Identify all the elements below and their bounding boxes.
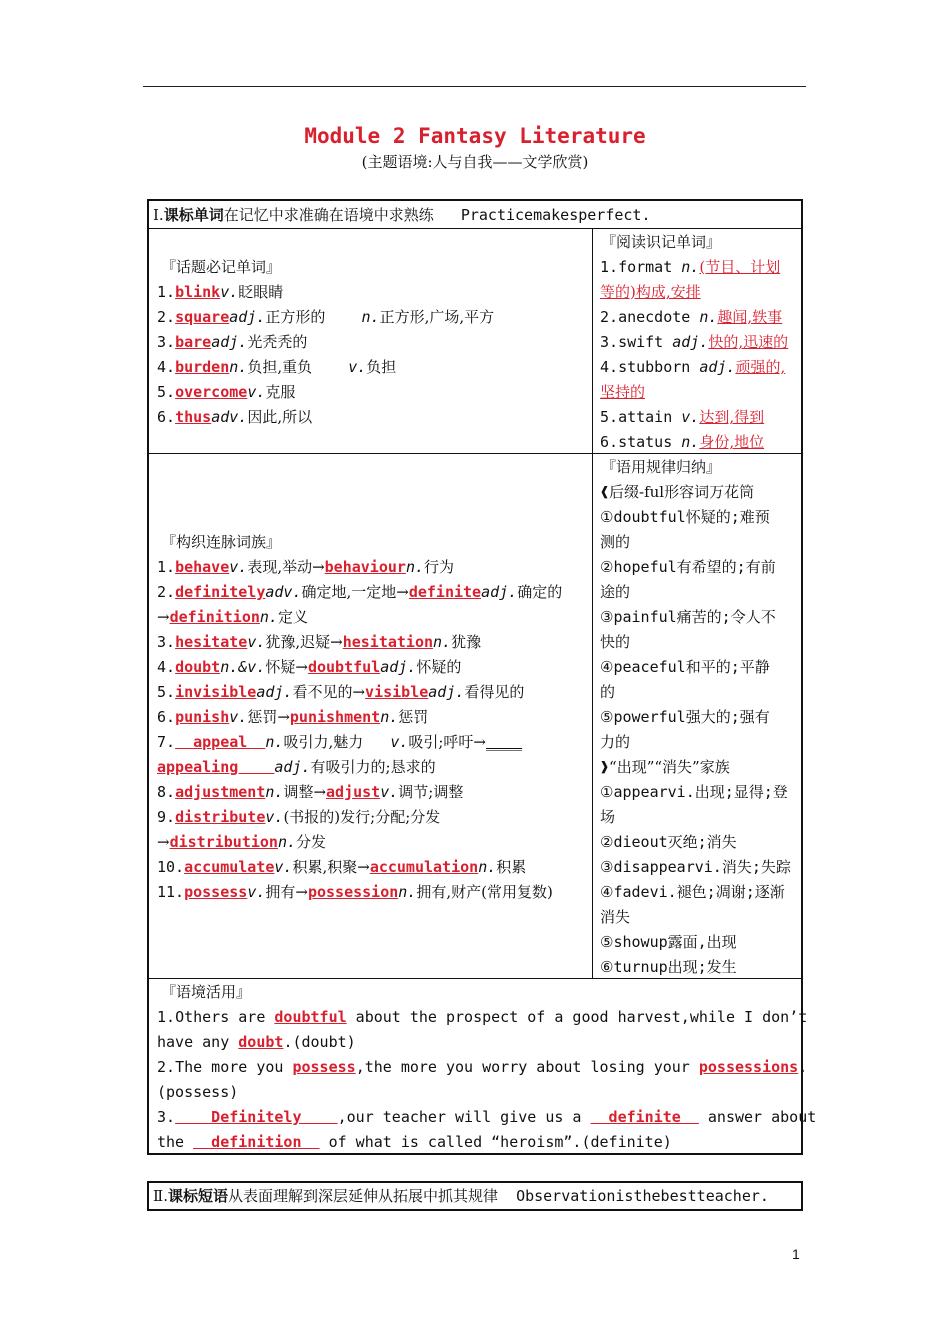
rule-line: ④fadevi.褪色;凋谢;逐渐: [600, 883, 785, 901]
rule-line: 力的: [600, 733, 631, 751]
list-item: 2.definitelyadv.确定地,一定地→definiteadj.确定的: [157, 583, 563, 601]
list-item: 5.invisibleadj.看不见的→visibleadj.看得见的: [157, 683, 525, 701]
list-item: 11.possessv.拥有→possessionn.拥有,财产(常用复数): [157, 883, 553, 901]
page-subtitle: (主题语境:人与自我——文学欣赏): [361, 153, 589, 171]
list-item: 3.swift adj.快的,迅速的: [600, 333, 789, 351]
list-item: 2.squareadj.正方形的 n.正方形,广场,平方: [157, 308, 495, 326]
rule-line: ⑤powerful强大的;强有: [600, 708, 770, 726]
phrase-section-box: [147, 1181, 803, 1211]
rule-line: 快的: [600, 633, 631, 651]
rules-group2-title: ❱“出现”“消失”家族: [600, 758, 730, 776]
topic-words-heading: 『话题必记单词』: [161, 258, 282, 276]
list-item: 3.hesitatev.犹豫,迟疑→hesitationn.犹豫: [157, 633, 482, 651]
list-item-continued: →distributionn.分发: [157, 833, 327, 851]
list-item: 8.adjustmentn.调整→adjustv.调节;调整: [157, 783, 464, 801]
list-item: 10.accumulatev.积累,积聚→accumulationn.积累: [157, 858, 527, 876]
rule-line: ②hopeful有希望的;有前: [600, 558, 776, 576]
list-item: 4.burdenn.负担,重负 v.负担: [157, 358, 397, 376]
list-item-continued: →definitionn.定义: [157, 608, 308, 626]
bracket-icon: ❰: [600, 483, 610, 501]
context-sentence: 3. Definitely ,our teacher will give us a definite answer about: [157, 1108, 817, 1126]
list-item: 5.attain v.达到,得到: [600, 408, 765, 426]
rule-line: ⑤showup露面,出现: [600, 933, 737, 951]
rule-line: ④peaceful和平的;平静: [600, 658, 770, 676]
list-item: 6.thusadv.因此,所以: [157, 408, 313, 426]
rule-line: 测的: [600, 533, 631, 551]
context-sentence: 2.The more you possess,the more you worry about losing your possessions.: [157, 1058, 808, 1076]
list-item: 1.format n.(节目、计划: [600, 258, 781, 276]
list-item: 6.punishv.惩罚→punishmentn.惩罚: [157, 708, 429, 726]
list-item: 9.distributev.(书报的)发行;分配;分发: [157, 808, 441, 826]
rule-line: ②dieout灭绝;消失: [600, 833, 737, 851]
context-heading: 『语境活用』: [161, 983, 252, 1001]
list-item: 6.status n.身份,地位: [600, 433, 765, 451]
table-divider: [149, 228, 801, 229]
page-title: Module 2 Fantasy Literature: [304, 124, 646, 148]
rules-group1-title: ❰后缀-ful形容词万花筒: [600, 483, 755, 501]
word-family-heading: 『构织连脉词族』: [161, 533, 282, 551]
rule-line: 场: [600, 808, 616, 826]
list-item: 4.stubborn adj.顽强的,: [600, 358, 786, 376]
list-item-continued: appealing adj.有吸引力的;恳求的: [157, 758, 436, 776]
column-divider: [592, 228, 593, 978]
rule-line: ①appearvi.出现;显得;登: [600, 783, 788, 801]
rules-heading: 『语用规律归纳』: [601, 458, 722, 476]
header-rule: [143, 86, 806, 87]
list-item: 5.overcomev.克服: [157, 383, 296, 401]
section1-header: Ⅰ.课标单词在记忆中求准确在语境中求熟练 Practicemakesperfect.: [153, 206, 651, 224]
list-item: 7. appeal n.吸引力,魅力 v.吸引;呼吁→____: [157, 733, 523, 751]
rule-line: ③disappearvi.消失;失踪: [600, 858, 791, 876]
context-sentence-continued: the definition of what is called “heroism”.(definite): [157, 1133, 672, 1151]
section2-header: Ⅱ.课标短语从表面理解到深层延伸从拓展中抓其规律 Observationisthebestteacher.: [153, 1187, 769, 1205]
list-item: 2.anecdote n.趣闻,轶事: [600, 308, 783, 326]
rule-line: ⑥turnup出现;发生: [600, 958, 737, 976]
vocabulary-table: [147, 199, 817, 1155]
context-sentence-continued: (possess): [157, 1083, 239, 1101]
rule-line: 消失: [600, 908, 631, 926]
list-item: 1.blinkv.眨眼睛: [157, 283, 284, 301]
list-item-continued: 等的)构成,安排: [600, 283, 701, 301]
bracket-icon: ❱: [600, 758, 610, 776]
context-sentence: 1.Others are doubtful about the prospect of a good harvest,while I don’t: [157, 1008, 808, 1026]
rule-line: ③painful痛苦的;令人不: [600, 608, 776, 626]
list-item: 3.bareadj.光秃秃的: [157, 333, 308, 351]
rule-line: 的: [600, 683, 616, 701]
list-item: 4.doubtn.&v.怀疑→doubtfuladj.怀疑的: [157, 658, 462, 676]
list-item-continued: 坚持的: [600, 383, 646, 401]
context-sentence-continued: have any doubt.(doubt): [157, 1033, 356, 1051]
reading-words-heading: 『阅读识记单词』: [601, 233, 722, 251]
list-item: 1.behavev.表现,举动→behaviourn.行为: [157, 558, 455, 576]
page-number: 1: [792, 1246, 800, 1262]
rule-line: ①doubtful怀疑的;难预: [600, 508, 770, 526]
rule-line: 途的: [600, 583, 631, 601]
